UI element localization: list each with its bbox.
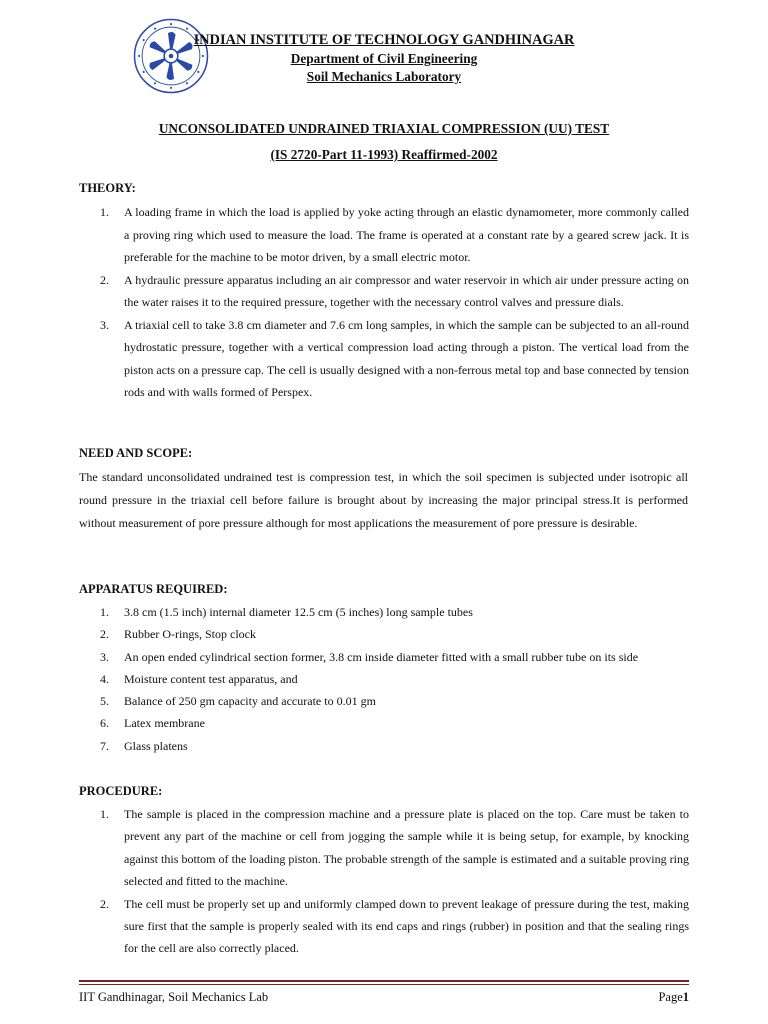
list-item: 1. A loading frame in which the load is applied by yoke acting through an elastic dynamometer, more commonly called a proving ring which used to measure the load. The frame is operated at a constant rate by a geared screw jack. It is preferable for the machine to be motor driven, by a small electric motor. <box>100 205 689 264</box>
list-item: 2. Rubber O-rings, Stop clock <box>100 627 256 642</box>
footer-lab-name: IIT Gandhinagar, Soil Mechanics Lab <box>79 990 269 1004</box>
page-number-value: 1 <box>682 990 689 1004</box>
page-number <box>658 990 689 1005</box>
list-item: 6. Latex membrane <box>100 716 205 731</box>
list-item: 3. A triaxial cell to take 3.8 cm diameter and 7.6 cm long samples, in which the sample can be subjected to an all-round hydrostatic pressure, together with a vertical compression load acting through a piston. The vertical load from the piston acts on a pressure cap. The cell is usually designed with a non-ferrous metal top and base connected by tension rods and with walls formed of Perspex. <box>100 317 689 399</box>
need-scope-paragraph: The standard unconsolidated undrained test is compression test, in which the soil specimen is subjected under isotropic all round pressure in the triaxial cell before failure is brought about by increasing the major principal stress.It is performed without measurement of pore pressure although for most applications the measurement of pore pressure is desirable. <box>79 470 688 530</box>
list-item: 4. Moisture content test apparatus, and <box>100 671 298 686</box>
footer-rule <box>79 980 689 982</box>
list-item: 3. An open ended cylindrical section former, 3.8 cm inside diameter fitted with a small rubber tube on its side <box>100 649 639 664</box>
procedure-heading: PROCEDURE: <box>79 784 163 798</box>
document-subtitle: (IS 2720-Part 11-1993) Reaffirmed-2002 <box>270 147 498 162</box>
document-title: UNCONSOLIDATED UNDRAINED TRIAXIAL COMPRESSION (UU) TEST <box>158 121 610 136</box>
list-item: 1. The sample is placed in the compression machine and a pressure plate is placed on the top. Care must be taken to prevent any part of the machine or cell from jogging the sample while it is being setup, for example, by knocking against this bottom of the loading piston. The probable strength of the sample is estimated and a suitable proving ring selected and fitted to the machine. <box>100 807 689 889</box>
institute-name: INDIAN INSTITUTE OF TECHNOLOGY GANDHINAGAR <box>193 32 575 48</box>
department-name: Department of Civil Engineering <box>290 51 478 66</box>
list-item: 2. A hydraulic pressure apparatus including an air compressor and water reservoir in which air under pressure acting on the water raises it to the required pressure, together with the necessary control valves and pressure dials. <box>100 272 689 309</box>
need-scope-heading: NEED AND SCOPE: <box>79 446 193 460</box>
footer-rule-thin <box>79 984 689 985</box>
apparatus-heading: APPARATUS REQUIRED: <box>79 582 228 596</box>
procedure-list <box>79 803 689 960</box>
lab-name: Soil Mechanics Laboratory <box>306 69 462 84</box>
list-item: 5. Balance of 250 gm capacity and accurate to 0.01 gm <box>100 694 376 709</box>
page-label: Page <box>658 990 683 1004</box>
list-item: 7. Glass platens <box>100 738 188 753</box>
list-item: 1. 3.8 cm (1.5 inch) internal diameter 12.5 cm (5 inches) long sample tubes <box>100 605 473 619</box>
theory-heading: THEORY: <box>79 181 136 195</box>
list-item: 2. The cell must be properly set up and uniformly clamped down to prevent leakage of pressure during the test, making sure first that the sample is properly sealed with its end caps and rings (rubber) in position and that the sealing rings for the cell are also correctly placed. <box>100 896 689 956</box>
theory-list <box>79 201 689 404</box>
apparatus-list <box>79 601 689 757</box>
